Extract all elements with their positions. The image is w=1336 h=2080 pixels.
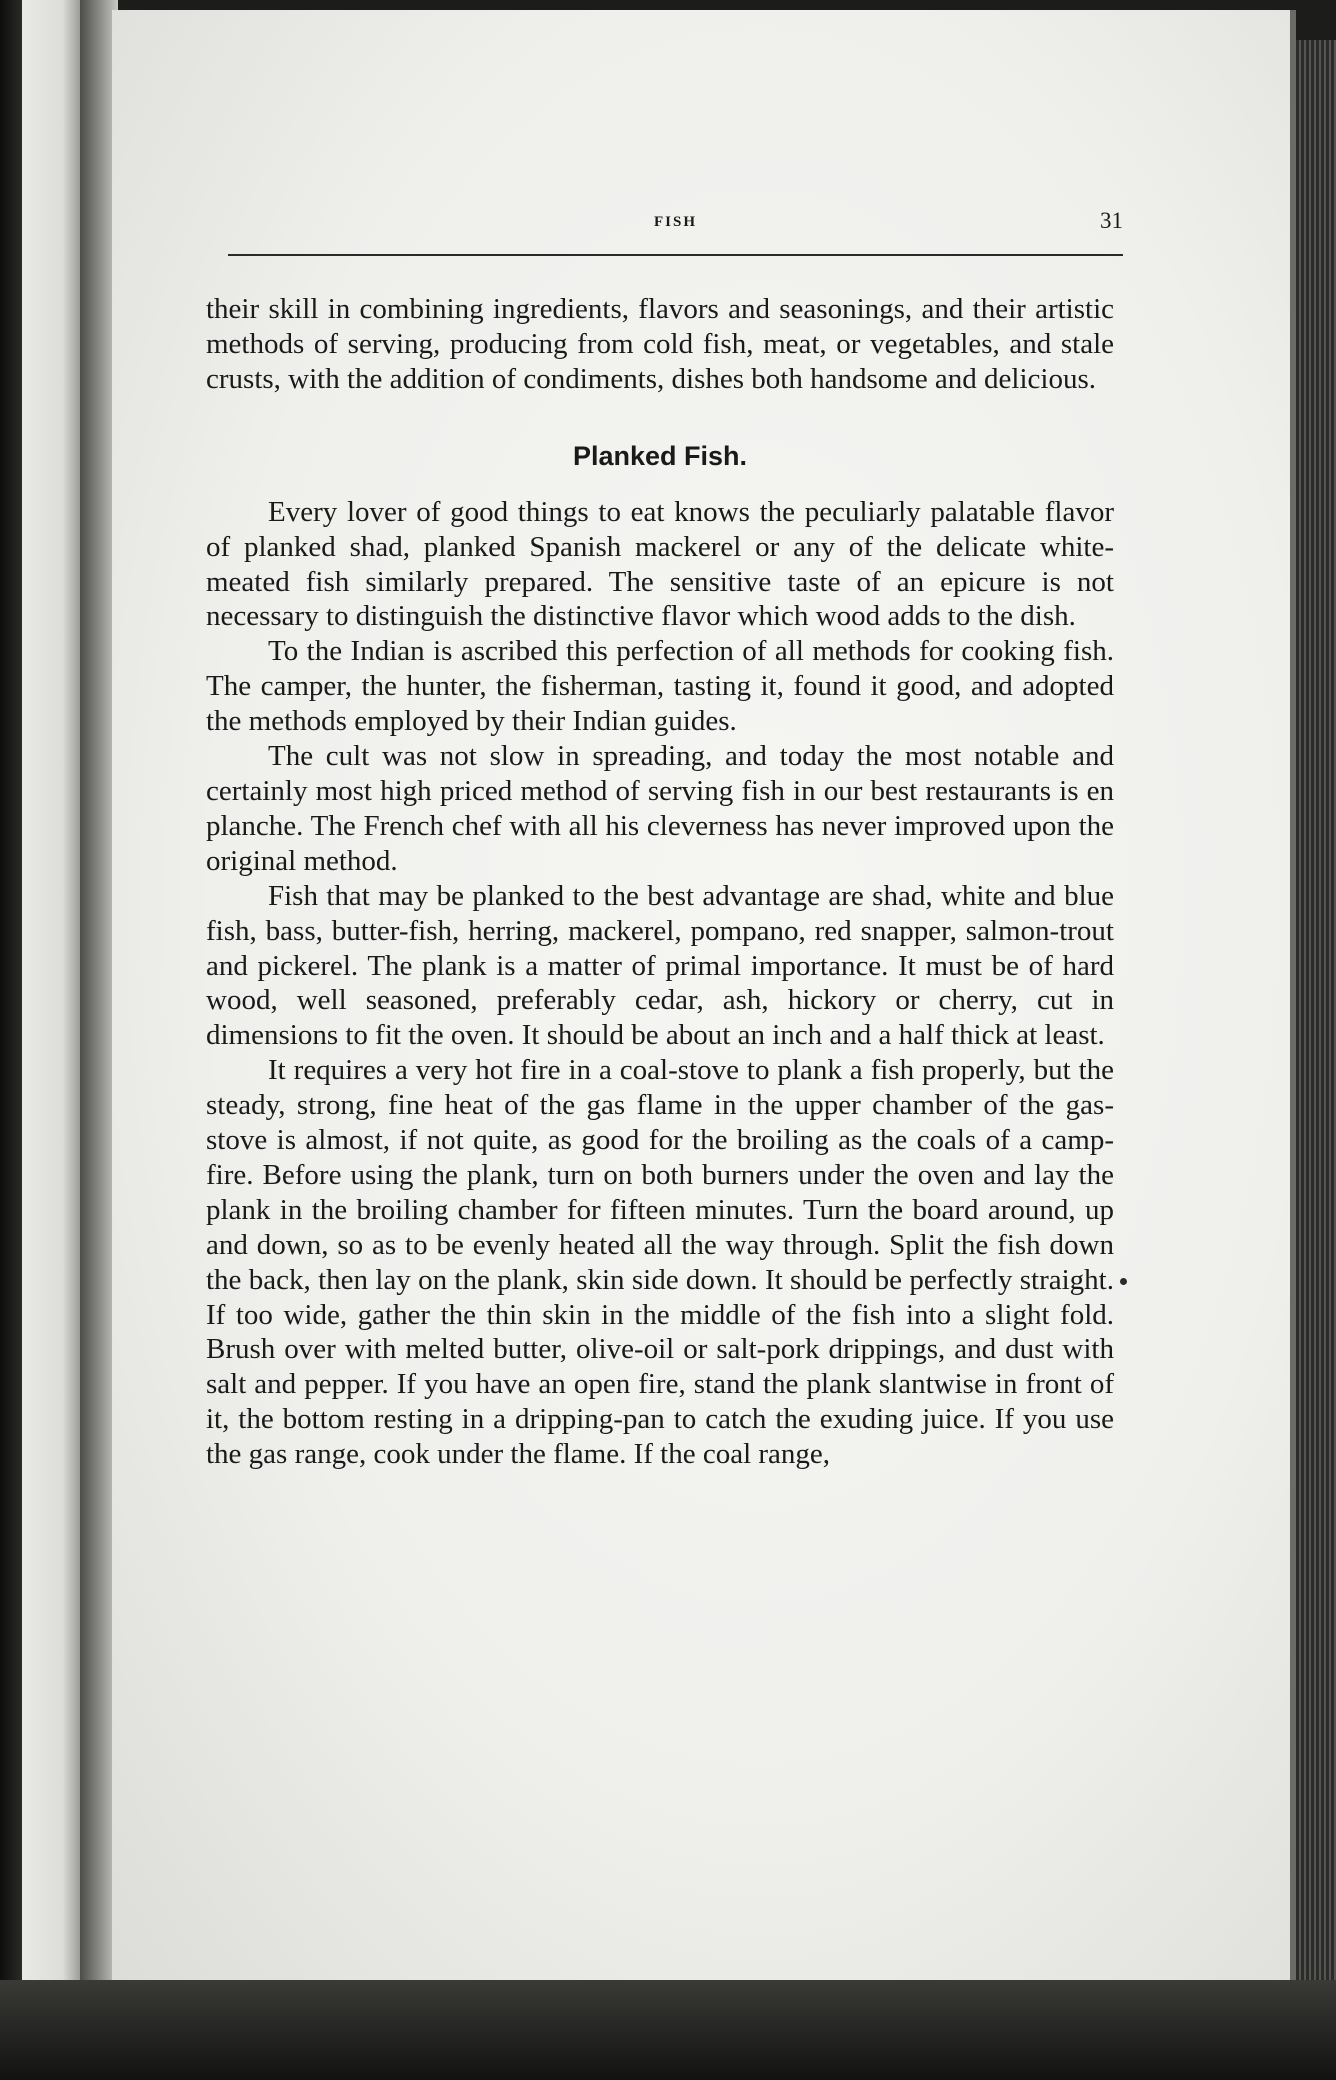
paragraph: To the Indian is ascribed this perfection of all methods for cooking fish. The camper, the hunter, the fisherman, tasting it, found it good, and adopted the methods employed by their Indian guides.: [206, 635, 1114, 738]
paragraph: Fish that may be planked to the best advantage are shad, white and blue fish, bass, butter-fish, herring, mackerel, pompano, red snapper, salmon-trout and pickerel. The plank is a matter of primal importance. It must be of hard wood, well seasoned, preferably cedar, ash, hickory or cherry, cut in dimensions to fit the oven. It should be about an inch and a half thick at least.: [206, 879, 1114, 1052]
paragraph: Every lover of good things to eat knows the peculiarly palatable flavor of planked shad, planked Spanish mackerel or any of the delicate white-meated fish similarly prepared. The sensitive taste of an epicure is not necessary to distinguish the distinctive flavor which wood adds to the dish.: [206, 495, 1114, 633]
scan-left-margin: [0, 0, 22, 2080]
bottom-shadow: [0, 1980, 1336, 2080]
running-head: [228, 208, 1123, 274]
running-head-title: FISH: [653, 214, 697, 230]
header-rule: [228, 254, 1123, 256]
page-body: [206, 292, 1114, 1472]
paragraph: The cult was not slow in spreading, and today the most notable and certainly most high priced method of serving fish in our best restaurants is en planche. The French chef with all his cleverness has never improved upon the original method.: [206, 740, 1114, 877]
margin-mark: [1120, 1278, 1127, 1285]
page-edges: [1296, 40, 1336, 2030]
section-heading: Planked Fish.: [572, 440, 748, 471]
previous-page-edge: [22, 0, 80, 2080]
opening-paragraph: their skill in combining ingredients, flavors and seasonings, and their artistic methods of serving, producing from cold fish, meat, or vegetables, and stale crusts, with the addition of condiments, dishes both handsome and delicious.: [206, 293, 1114, 395]
paragraph: It requires a very hot fire in a coal-stove to plank a fish properly, but the steady, strong, fine heat of the gas flame in the upper chamber of the gas-stove is almost, if not quite, as good for the broiling as the coals of a camp-fire. Before using the plank, turn on both burners under the oven and lay the plank in the broiling chamber for fifteen minutes. Turn the board around, up and down, so as to be evenly heated all the way through. Split the fish down the back, then lay on the plank, skin side down. It should be perfectly straight. If too wide, gather the thin skin in the middle of the fish into a slight fold. Brush over with melted butter, olive-oil or salt-pork drippings, and dust with salt and pepper. If you have an open fire, stand the plank slantwise in front of it, the bottom resting in a dripping-pan to catch the exuding juice. If you use the gas range, cook under the flame. If the coal range,: [206, 1054, 1114, 1471]
page-number: 31: [1100, 208, 1123, 233]
